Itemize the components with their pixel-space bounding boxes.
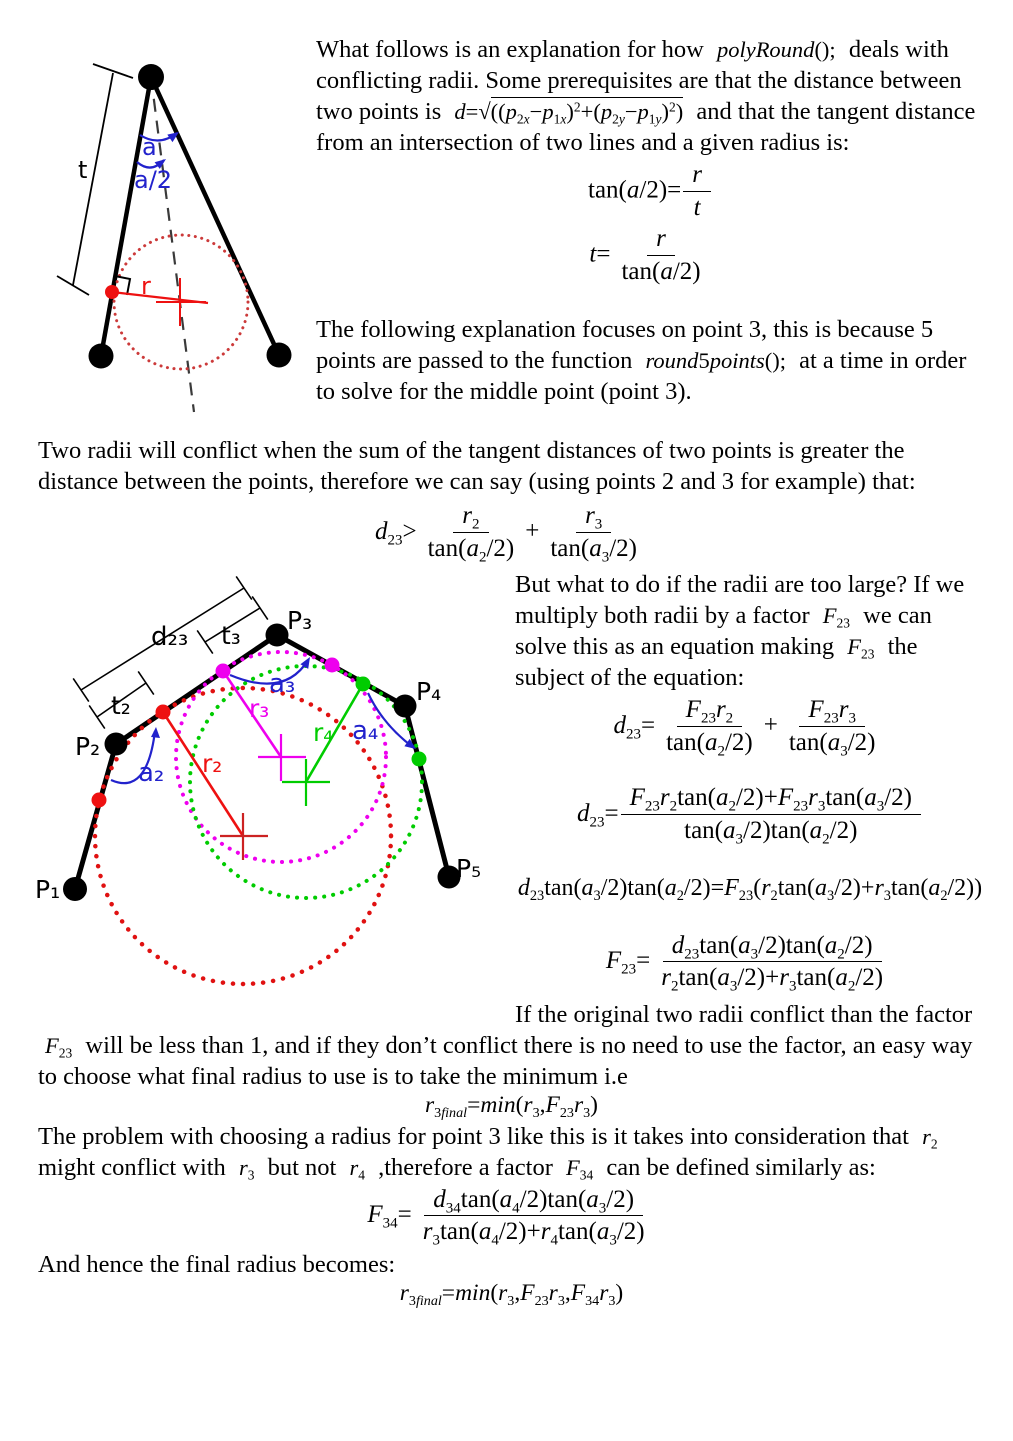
formula-d23-factored: $d_{23}=$ $\frac{F_{23}r_2}{\tan(a_2/2)}$ + $\frac{F_{23}r_3}{\tan(a_3/2)}$ bbox=[613, 696, 876, 759]
measurement-t bbox=[57, 64, 133, 295]
vertex-dots bbox=[89, 64, 292, 369]
formula-d23-linear: $d_{23}\tan(a_3/2)\tan(a_2/2)=F_{23}(r_2\tan(a_3/2)+r_3\tan(a_2/2))$ bbox=[517, 875, 983, 905]
paragraph-too-large: But what to do if the radii are too large? If we multiply both radii by a factor $F_{23}$ we can solve this as an equation making $F_{23}$ the subject of the equation: bbox=[515, 571, 965, 691]
label-r4: r₄ bbox=[313, 718, 334, 747]
formula-d23-inequality: $d_{23}>$ $\frac{r_2}{\tan(a_2/2)}$ + $\frac{r_3}{\tan(a_3/2)}$ bbox=[374, 502, 638, 565]
label-d23: d₂₃ bbox=[151, 622, 189, 652]
label-p2: P₂ bbox=[75, 732, 101, 761]
section-intro bbox=[38, 34, 985, 407]
label-r3: r₃ bbox=[249, 694, 270, 723]
formula-t-eq: t= $\frac{r}{\tan(a/2)}$ bbox=[589, 225, 701, 285]
label-p1: P₁ bbox=[35, 875, 61, 904]
label-a2: a₂ bbox=[138, 758, 165, 788]
polygon-vertex-dots bbox=[63, 624, 461, 902]
formula-d23-single-fraction: $d_{23}=$ $\frac{F_{23}r_2\tan(a_2/2)+F_{23}r_3\tan(a_3/2)}{\tan(a_3/2)\tan(a_2/2)}$ bbox=[38, 783, 985, 845]
label-p4: P₄ bbox=[416, 677, 442, 706]
label-t3: t₃ bbox=[221, 621, 241, 650]
polygon-rounding-diagram bbox=[25, 571, 495, 1003]
label-t: t bbox=[78, 156, 88, 184]
paragraph-hence: And hence the final radius becomes: bbox=[38, 1250, 396, 1278]
label-p5: P₅ bbox=[456, 854, 482, 883]
label-r: r bbox=[141, 272, 151, 300]
tangent-point-dot bbox=[105, 285, 119, 299]
formula-f34: $F_{34}=$ $\frac{d_{34}\tan(a_4/2)\tan(a_3/2)}{r_3\tan(a_4/2)+r_4\tan(a_3/2)}$ bbox=[367, 1185, 645, 1249]
radius-construction bbox=[105, 276, 208, 326]
formula-f23: $F_{23}=$ $\frac{d_{23}\tan(a_3/2)\tan(a_2/2)}{r_2\tan(a_3/2)+r_3\tan(a_2/2)}$ bbox=[605, 931, 884, 995]
formula-r3final-min2: $r_{3final}=\min(r_3,F_{23}r_3)$ bbox=[425, 1091, 598, 1121]
label-r2: r₂ bbox=[202, 749, 223, 778]
angle-tangent-diagram bbox=[38, 50, 298, 422]
label-a4: a₄ bbox=[352, 716, 379, 746]
label-t2: t₂ bbox=[111, 691, 131, 720]
formula-tan-half: tan(a/2)= $\frac{r}{t}$ bbox=[38, 160, 985, 222]
section-factor bbox=[35, 569, 985, 1309]
label-a3: a₃ bbox=[269, 669, 296, 699]
paragraph-original-conflict: If the original two radii conflict than the factor $F_{23}$ will be less than 1, and if they don’t conflict there is no need to use the factor, an easy way to choose what final radius to use is to take the minimum i.e bbox=[38, 1000, 973, 1090]
corner-lines bbox=[101, 77, 279, 412]
paragraph-focus: The following explanation focuses on point 3, this is because 5 points are passed to the function round5points(); at a time in order to solve for the middle point (point 3). bbox=[316, 316, 967, 405]
label-a-half: a/2 bbox=[134, 166, 173, 194]
paragraph-conflict: Two radii will conflict when the sum of the tangent distances of two points is greater the distance between the points, therefore we can say (using points 2 and 3 for example) that: bbox=[38, 437, 916, 495]
paragraph-problem: The problem with choosing a radius for point 3 like this is it takes into consideration that $r_2$ might conflict with $r_3$ but not $r_4$ ,therefore a factor $F_{34}$ can be defined similarly as: bbox=[38, 1122, 938, 1183]
paragraph-intro: What follows is an explanation for how polyRound(); deals with conflicting radii. Some prerequisites are that the distance between two points is $d=√((p_{2x}-p_{1x})^2+(p_{2y}-p_{1y})^2)$ and that the tangent distance from an intersection of two lines and a given radius is: bbox=[316, 36, 976, 156]
formula-r3final-min3: $r_{3final}=\min(r_3,F_{23}r_3,F_{34}r_3)$ bbox=[399, 1279, 624, 1309]
label-p3: P₃ bbox=[287, 606, 313, 635]
center-crosses bbox=[220, 734, 330, 860]
label-a: a bbox=[142, 133, 157, 161]
